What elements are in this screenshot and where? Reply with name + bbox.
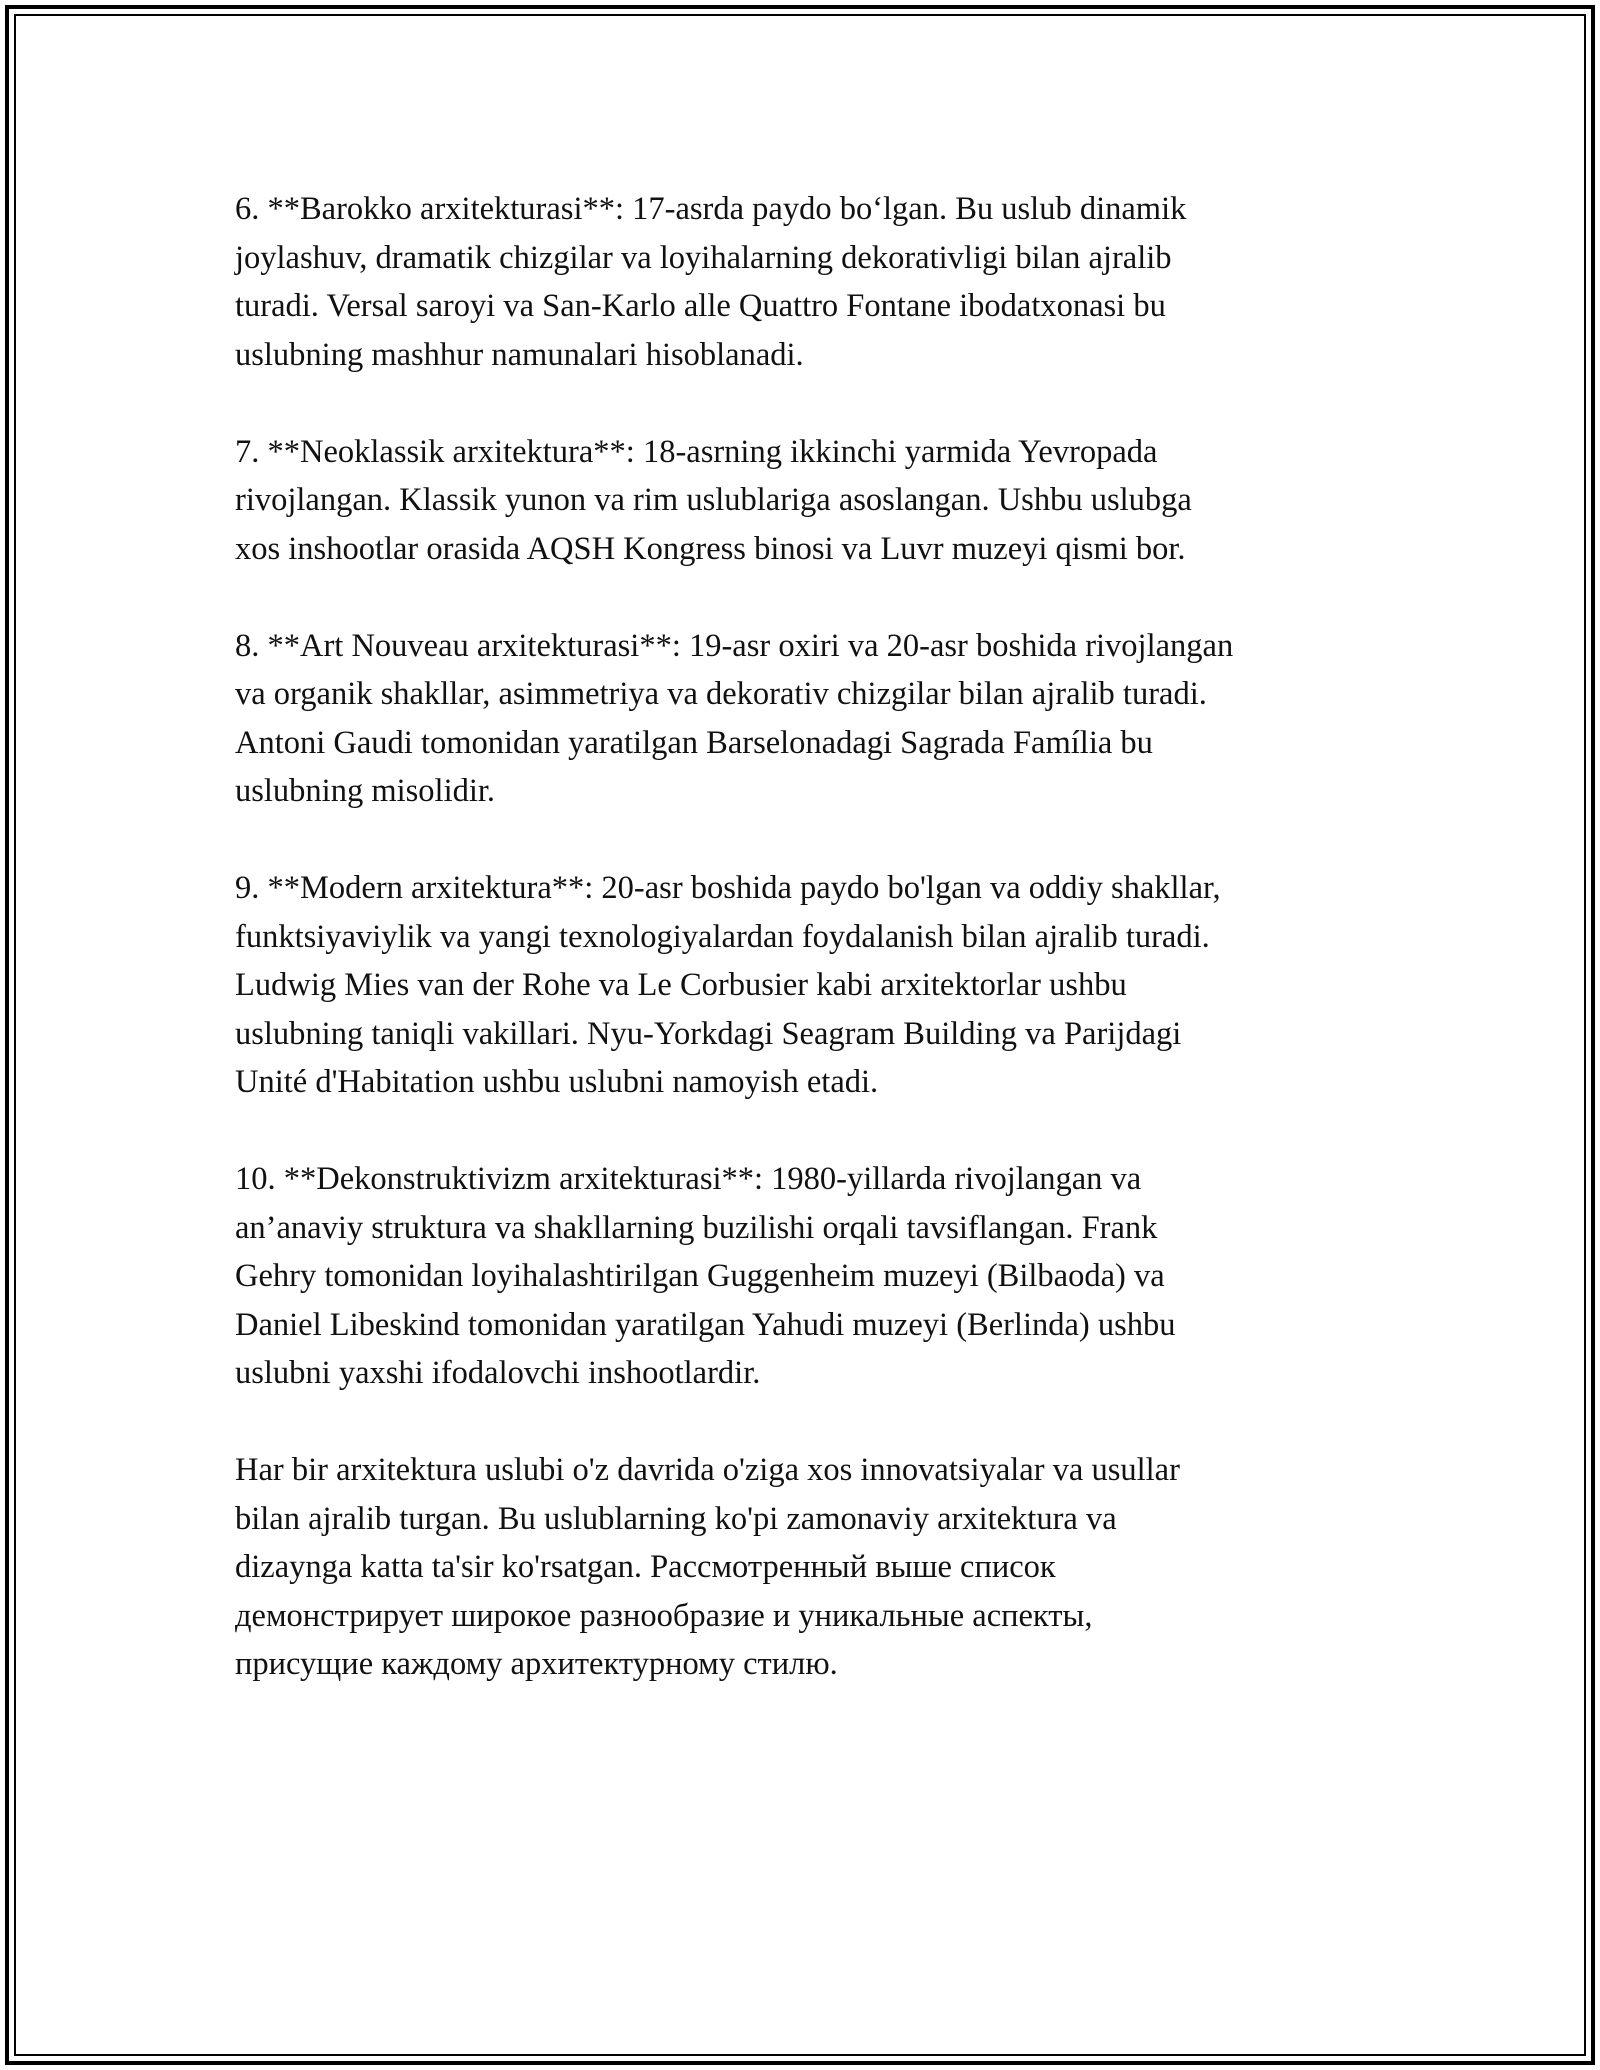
paragraph-baroque: 6. **Barokko arxitekturasi**: 17-asrda paydo bo‘lgan. Bu uslub dinamik joylashuv, dramatik chizgilar va loyihalarning dekorativligi bilan ajralib turadi. Versal saroyi va San-Karlo alle Quattro Fontane ibodatxonasi bu uslubning mashhur namunalari hisoblanadi.	[235, 191, 1187, 373]
paragraph-neoclassical: 7. **Neoklassik arxitektura**: 18-asrning ikkinchi yarmida Yevropada rivojlangan. Klassik yunon va rim uslublariga asoslangan. Ushbu uslubga xos inshootlar orasida AQSH Kongress binosi va Luvr muzeyi qismi bor.	[235, 433, 1192, 567]
paragraph-modern: 9. **Modern arxitektura**: 20-asr boshida paydo bo'lgan va oddiy shakllar, funktsiyaviylik va yangi texnologiyalardan foydalanish bilan ajralib turadi. Ludwig Mies van der Rohe va Le Corbusier kabi arxitektorlar ushbu uslubning taniqli vakillari. Nyu-Yorkdagi Seagram Building va Parijdagi Unité d'Habitation ushbu uslubni namoyish etadi.	[235, 870, 1221, 1100]
paragraph-conclusion: Har bir arxitektura uslubi o'z davrida o'ziga xos innovatsiyalar va usullar bilan ajralib turgan. Bu uslublarning ko'pi zamonaviy arxitektura va dizaynga katta ta'sir ko'rsatgan. Рассмотренный выше список демонстрирует широкое разнообразие и уникальные аспекты, присущие каждому архитектурному стилю.	[235, 1452, 1180, 1682]
paragraph-deconstructivism: 10. **Dekonstruktivizm arxitekturasi**: 1980-yillarda rivojlangan va an’anaviy struktura va shakllarning buzilishi orqali tavsiflangan. Frank Gehry tomonidan loyihalashtirilgan Guggenheim muzeyi (Bilbaoda) va Daniel Libeskind tomonidan yaratilgan Yahudi muzeyi (Berlinda) ushbu uslubni yaxshi ifodalovchi inshootlardir.	[235, 1161, 1176, 1391]
document-body	[235, 185, 1385, 1737]
paragraph-art-nouveau: 8. **Art Nouveau arxitekturasi**: 19-asr oxiri va 20-asr boshida rivojlangan va organik shakllar, asimmetriya va dekorativ chizgilar bilan ajralib turadi. Antoni Gaudi tomonidan yaratilgan Barselonadagi Sagrada Família bu uslubning misolidir.	[235, 627, 1234, 809]
